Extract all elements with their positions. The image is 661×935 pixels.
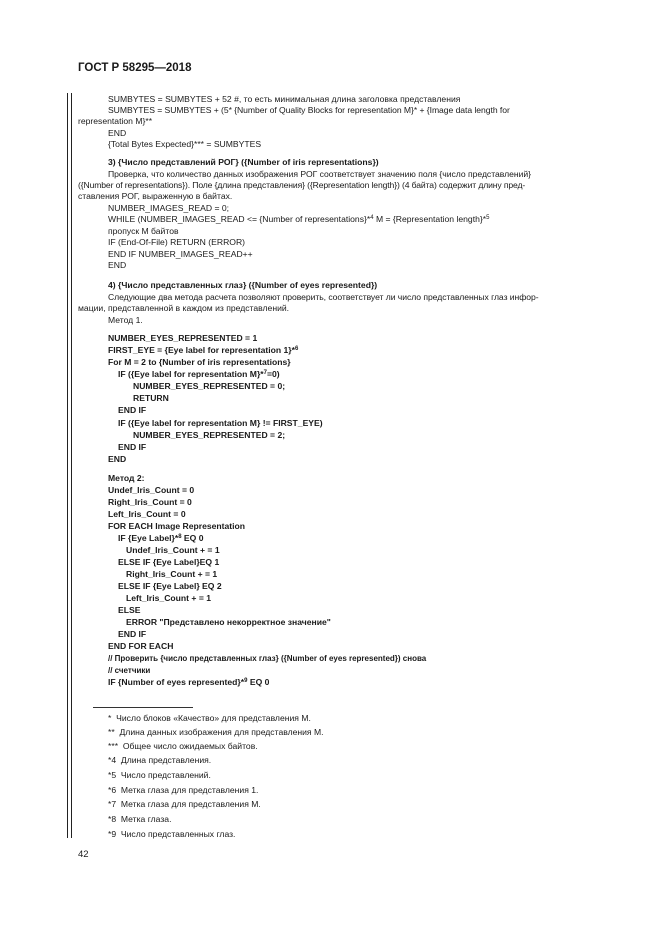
code-line: Left_Iris_Count = 0 xyxy=(108,509,186,519)
code-line: // счетчики xyxy=(108,666,151,675)
paragraph-line: ({Number of representations}). Поле {длина представления} ({Representation length}) (4 байта) содержит длину пред- xyxy=(78,180,526,190)
code-line: END FOR EACH xyxy=(108,641,174,651)
footnote: *9 Число представленных глаз. xyxy=(108,829,236,839)
code-line: Right_Iris_Count = 0 xyxy=(108,497,192,507)
code-line: SUMBYTES = SUMBYTES + 52 #, то есть минимальная длина заголовка представления xyxy=(108,94,461,104)
code-line: RETURN xyxy=(133,393,169,403)
code-line: representation M}** xyxy=(78,116,153,126)
section-heading: 4) {Число представленных глаз} ({Number of eyes represented}) xyxy=(108,280,378,290)
code-line: // Проверить {число представленных глаз} ({Number of eyes represented}) снова xyxy=(108,654,427,663)
code-line: пропуск M байтов xyxy=(108,226,179,236)
footnote: ** Длина данных изображения для представления M. xyxy=(108,727,324,737)
paragraph-line: Следующие два метода расчета позволяют проверить, соответствует ли число представленных глаз инфор- xyxy=(108,292,539,302)
change-bar xyxy=(71,93,72,838)
code-line: ELSE IF {Eye Label}EQ 1 xyxy=(118,557,220,567)
code-line: IF {Eye Label}*$^8$ EQ 0 xyxy=(118,533,204,543)
code-line: FIRST_EYE = {Eye label for representation 1}*$^6$ xyxy=(108,345,299,355)
code-line: Undef_Iris_Count + = 1 xyxy=(126,545,220,555)
code-line: NUMBER_EYES_REPRESENTED = 2; xyxy=(133,430,286,440)
code-line: IF (End-Of-File) RETURN (ERROR) xyxy=(108,237,246,247)
code-line: IF ({Eye label for representation M} != FIRST_EYE) xyxy=(118,418,323,428)
code-line: END xyxy=(108,454,127,464)
code-line: FOR EACH Image Representation xyxy=(108,521,246,531)
method-label: Метод 1. xyxy=(108,315,143,325)
code-line: ELSE xyxy=(118,605,141,615)
code-line: IF ({Eye label for representation M}*$^7$=0) xyxy=(118,369,280,379)
code-line: END IF xyxy=(118,442,147,452)
footnote: *4 Длина представления. xyxy=(108,755,212,765)
code-line: ERROR "Представлено некорректное значение" xyxy=(126,617,331,627)
paragraph-line: мации, представленной в каждом из представлений. xyxy=(78,303,290,313)
code-line: ELSE IF {Eye Label} EQ 2 xyxy=(118,581,222,591)
code-line: IF {Number of eyes represented}*$^9$ EQ 0 xyxy=(108,677,270,687)
code-line: Left_Iris_Count + = 1 xyxy=(126,593,212,603)
code-line: NUMBER_EYES_REPRESENTED = 1 xyxy=(108,333,258,343)
code-line: WHILE (NUMBER_IMAGES_READ <= {Number of representations}*$^4$ M = {Representation length}*$^5$ xyxy=(108,214,490,224)
footnote-separator xyxy=(93,707,193,708)
code-line: NUMBER_EYES_REPRESENTED = 0; xyxy=(133,381,286,391)
code-line: NUMBER_IMAGES_READ = 0; xyxy=(108,203,230,213)
paragraph-line: Проверка, что количество данных изображения РОГ соответствует значению поля {число представлений} xyxy=(108,169,532,179)
code-line: END IF NUMBER_IMAGES_READ++ xyxy=(108,249,253,259)
footnote: *8 Метка глаза. xyxy=(108,814,172,824)
footnote: * Число блоков «Качество» для представления M. xyxy=(108,713,311,723)
footnote: *6 Метка глаза для представления 1. xyxy=(108,785,259,795)
code-line: Undef_Iris_Count = 0 xyxy=(108,485,195,495)
change-bar xyxy=(67,93,68,838)
method-label: Метод 2: xyxy=(108,473,145,483)
code-line: END IF xyxy=(118,405,147,415)
code-line: END IF xyxy=(118,629,147,639)
section-heading: 3) {Число представлений РОГ} ({Number of iris representations}) xyxy=(108,157,379,167)
code-line: {Total Bytes Expected}*** = SUMBYTES xyxy=(108,139,262,149)
code-line: For M = 2 to {Number of iris representations} xyxy=(108,357,291,367)
code-line: END xyxy=(108,128,127,138)
paragraph-line: ставления РОГ, выраженную в байтах. xyxy=(78,191,233,201)
footnote: *5 Число представлений. xyxy=(108,770,211,780)
footnote: *7 Метка глаза для представления M. xyxy=(108,799,261,809)
code-line: SUMBYTES = SUMBYTES + (5* {Number of Quality Blocks for representation M}* + {Image data length for xyxy=(108,105,510,115)
document-header: ГОСТ Р 58295—2018 xyxy=(78,62,192,74)
code-line: END xyxy=(108,260,127,270)
footnote: *** Общее число ожидаемых байтов. xyxy=(108,741,258,751)
page-number: 42 xyxy=(78,849,89,860)
code-line: Right_Iris_Count + = 1 xyxy=(126,569,218,579)
